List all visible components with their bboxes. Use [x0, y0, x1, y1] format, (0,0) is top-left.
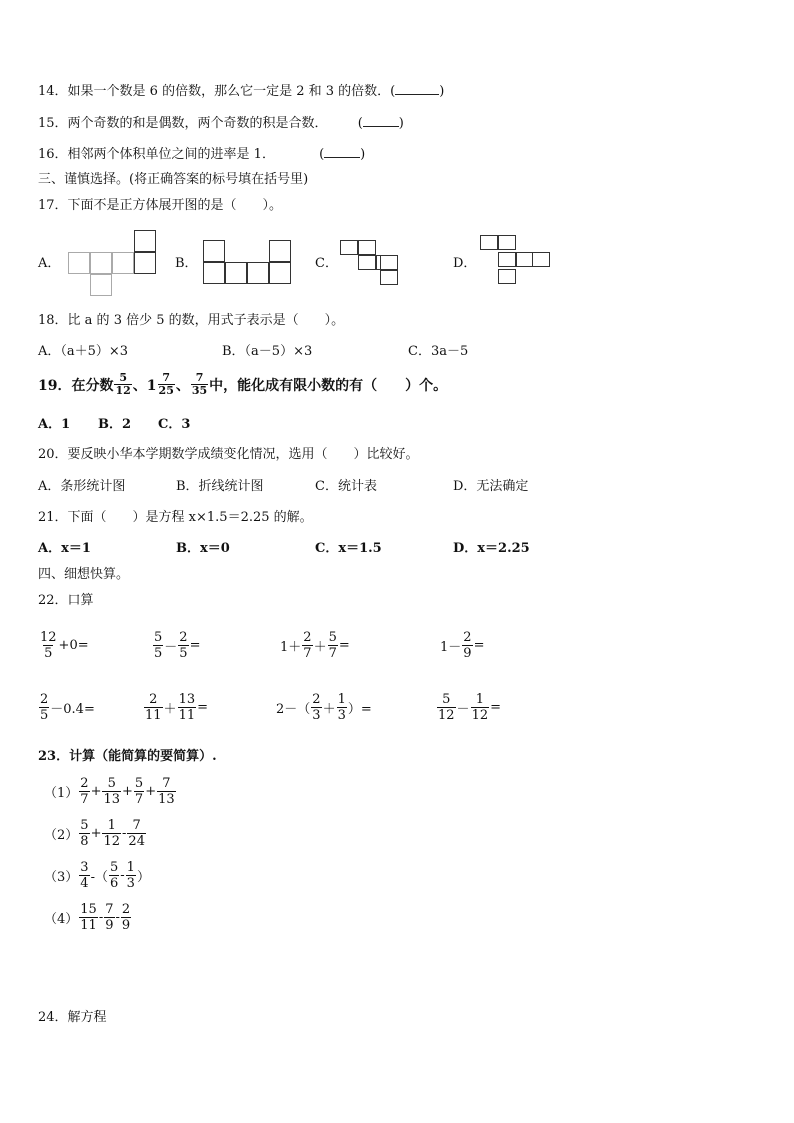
question-15-text: 15．两个奇数的和是偶数，两个奇数的积是合数．: [38, 116, 328, 131]
calc-problem-4: （4） $\frac{15}{11}$ - $\frac{7}{9}$ - $\frac{2}{9}$: [44, 902, 131, 933]
question-17-text: 17．下面不是正方体展开图的是（ ）。: [38, 198, 283, 213]
fraction: $\frac{1}{12}$: [103, 818, 121, 849]
cube-net-d: [480, 235, 550, 289]
q21-option-c[interactable]: C．x＝1.5: [315, 541, 382, 556]
oral-calc-7: 2－（ $\frac{2}{3}$ ＋ $\frac{1}{3}$ ）=: [276, 692, 372, 723]
question-14-text: 14．如果一个数是 6 的倍数，那么它一定是 2 和 3 的倍数．(: [38, 84, 396, 99]
fraction: $\frac{2}{7}$: [303, 630, 312, 661]
fraction: $\frac{2}{9}$: [463, 630, 472, 661]
net-square: [358, 255, 376, 270]
net-square: [358, 240, 376, 255]
net-square: [532, 252, 550, 267]
fraction: $\frac{2}{9}$: [121, 902, 131, 933]
fraction: $\frac{1}{3}$: [337, 692, 346, 723]
q18-option-b[interactable]: B．（a－5）×3: [222, 344, 313, 359]
question-18-text: 18．比 a 的 3 倍少 5 的数，用式子表示是（ ）。: [38, 313, 345, 328]
fraction: $\frac{5}{7}$: [134, 776, 144, 807]
fraction: $\frac{2}{7}$: [80, 776, 89, 807]
question-16-text: 16．相邻两个体积单位之间的进率是 1．: [38, 147, 275, 162]
fraction: $\frac{5}{7}$: [328, 630, 337, 661]
q17-option-d[interactable]: D．: [453, 256, 477, 271]
oral-calc-4: 1－ $\frac{2}{9}$ =: [440, 630, 485, 661]
net-square: [134, 230, 156, 252]
net-square: [269, 262, 291, 284]
oral-calc-3: 1＋ $\frac{2}{7}$ ＋ $\frac{5}{7}$ =: [280, 630, 350, 661]
net-square: [340, 240, 358, 255]
question-19: 19．在分数 $\frac{5}{12}$ 、1 $\frac{7}{25}$ 、 $\frac{7}{35}$ 中，能化成有限小数的有（ ）个。: [38, 371, 448, 397]
net-square: [498, 269, 516, 284]
fraction: $\frac{15}{11}$: [80, 902, 97, 933]
answer-blank[interactable]: [363, 114, 399, 127]
question-24-title: 24．解方程: [38, 1010, 107, 1025]
cube-net-a: [68, 230, 158, 298]
q17-option-b[interactable]: B．: [175, 256, 198, 271]
fraction: $\frac{2}{11}$: [145, 692, 162, 723]
question-15: 15．两个奇数的和是偶数，两个奇数的积是合数． ( ): [38, 116, 404, 131]
section-3-heading: 三、谨慎选择。(将正确答案的标号填在括号里): [38, 172, 309, 187]
calc-problem-2: （2） $\frac{5}{8}$ + $\frac{1}{12}$ - $\frac{7}{24}$: [44, 818, 145, 849]
fraction: $\frac{5}{5}$: [154, 630, 163, 661]
q19-option-b[interactable]: B．2: [98, 417, 132, 432]
fraction: $\frac{1}{12}$: [471, 692, 489, 723]
fraction: $\frac{5}{12}$: [115, 371, 131, 397]
cube-net-b: [203, 240, 293, 286]
q20-option-b[interactable]: B．折线统计图: [176, 479, 264, 494]
fraction: $\frac{7}{13}$: [158, 776, 175, 807]
fraction: $\frac{3}{4}$: [80, 860, 89, 891]
net-square: [112, 252, 134, 274]
net-square: [203, 240, 225, 262]
fraction: $\frac{13}{11}$: [178, 692, 196, 723]
q17-option-a[interactable]: A．: [38, 256, 61, 271]
oral-calc-8: $\frac{5}{12}$ － $\frac{1}{12}$ =: [438, 692, 502, 723]
section-4-heading: 四、细想快算。: [38, 567, 130, 582]
fraction: $\frac{5}{13}$: [103, 776, 121, 807]
net-square: [90, 274, 112, 296]
answer-blank[interactable]: [324, 145, 360, 158]
net-square: [498, 252, 516, 267]
q18-option-c[interactable]: C．3a－5: [408, 344, 469, 359]
question-21-text: 21．下面（ ）是方程 x×1.5＝2.25 的解。: [38, 510, 313, 525]
q21-option-d[interactable]: D．x＝2.25: [453, 541, 530, 556]
fraction: $\frac{5}{12}$: [438, 692, 455, 723]
fraction: $\frac{7}{35}$: [191, 371, 208, 397]
q19-option-a[interactable]: A．1: [38, 417, 71, 432]
oral-calc-5: $\frac{2}{5}$ －0.4=: [40, 692, 95, 723]
net-square: [480, 235, 498, 250]
net-square: [203, 262, 225, 284]
fraction: $\frac{1}{3}$: [126, 860, 135, 891]
q17-option-c[interactable]: C．: [315, 256, 338, 271]
calc-problem-3: （3） $\frac{3}{4}$ -（ $\frac{5}{6}$ - $\frac{1}{3}$ ）: [44, 860, 150, 891]
answer-blank[interactable]: [395, 82, 439, 95]
net-square: [498, 235, 516, 250]
fraction: $\frac{5}{8}$: [80, 818, 89, 849]
question-16: 16．相邻两个体积单位之间的进率是 1． ( ): [38, 147, 366, 162]
q20-option-a[interactable]: A．条形统计图: [38, 479, 126, 494]
calc-problem-1: （1） $\frac{2}{7}$ + $\frac{5}{13}$ + $\frac{5}{7}$ + $\frac{7}{13}$: [44, 776, 175, 807]
net-square: [134, 252, 156, 274]
oral-calc-6: $\frac{2}{11}$ ＋ $\frac{13}{11}$ =: [145, 692, 209, 723]
net-square: [380, 270, 398, 285]
q18-option-a[interactable]: A．（a＋5）×3: [38, 344, 129, 359]
fraction: $\frac{12}{5}$: [40, 630, 57, 661]
q21-option-b[interactable]: B．x＝0: [176, 541, 230, 556]
fraction: $\frac{2}{5}$: [40, 692, 49, 723]
net-square: [247, 262, 269, 284]
q20-option-d[interactable]: D．无法确定: [453, 479, 529, 494]
q20-option-c[interactable]: C．统计表: [315, 479, 377, 494]
q19-option-c[interactable]: C．3: [158, 417, 191, 432]
fraction: $\frac{7}{24}$: [128, 818, 145, 849]
question-20-text: 20．要反映小华本学期数学成绩变化情况，选用（ ）比较好。: [38, 447, 419, 462]
net-square: [269, 240, 291, 262]
net-square: [380, 255, 398, 270]
question-22-title: 22．口算: [38, 593, 94, 608]
question-23-title: 23．计算（能简算的要简算）.: [38, 749, 217, 764]
fraction: $\frac{5}{6}$: [109, 860, 119, 891]
net-square: [68, 252, 90, 274]
cube-net-c: [340, 240, 400, 286]
net-square: [90, 252, 112, 274]
fraction: $\frac{7}{25}$: [158, 371, 174, 397]
fraction: $\frac{7}{9}$: [105, 902, 114, 933]
fraction: $\frac{2}{3}$: [312, 692, 321, 723]
net-square: [225, 262, 247, 284]
fraction: $\frac{2}{5}$: [179, 630, 188, 661]
oral-calc-1: $\frac{12}{5}$ +0=: [40, 630, 89, 661]
question-14: 14．如果一个数是 6 的倍数，那么它一定是 2 和 3 的倍数．( ): [38, 84, 445, 99]
q21-option-a[interactable]: A．x＝1: [38, 541, 91, 556]
oral-calc-2: $\frac{5}{5}$ － $\frac{2}{5}$ =: [154, 630, 201, 661]
